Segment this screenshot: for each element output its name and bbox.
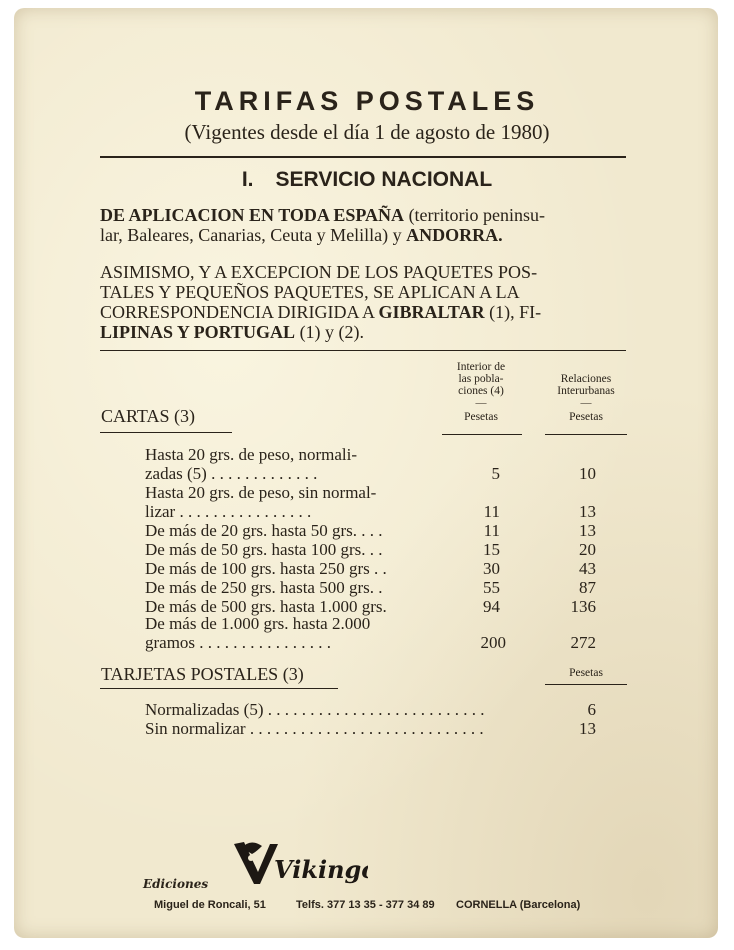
- vikingo-logo: [228, 838, 368, 890]
- cartas-row-3-interurbanas: 13: [579, 521, 596, 540]
- andorra-bold: ANDORRA.: [406, 225, 503, 245]
- interior-line-1: Interior de: [456, 361, 506, 373]
- cartas-row-7-interior: 94: [483, 597, 500, 616]
- dot-leader: .: [374, 578, 383, 597]
- cartas-row-5-interurbanas: 43: [579, 559, 596, 578]
- tarjetas-row-2-value: 13: [579, 719, 596, 738]
- cartas-row-2-line-1: Hasta 20 grs. de peso, sin normal-: [145, 483, 377, 502]
- column-header-interurbanas: [545, 373, 627, 423]
- dot-leader: . . . . . . . . . . . . . . . .: [175, 502, 312, 521]
- interior-rule: [442, 434, 522, 435]
- dot-leader: . . . . . . . . . . . . . . . . . . . . . . . . . .: [263, 700, 485, 719]
- table-top-rule: [100, 350, 626, 351]
- cartas-row-5-label: [145, 559, 387, 579]
- cartas-row-5-text: De más de 100 grs. hasta 250 grs: [145, 559, 370, 578]
- dot-leader: . . . . . . . . . . . . . . . .: [195, 633, 332, 652]
- section-name: SERVICIO NACIONAL: [275, 168, 493, 191]
- dot-leader: . . . . . . . . . . . . . . . . . . . . . . . . . . . .: [245, 719, 484, 738]
- interurbanas-dash: —: [580, 397, 592, 409]
- tarjetas-row-1-value: 6: [587, 700, 596, 719]
- cartas-row-1-label: [145, 464, 317, 484]
- dot-leader: . . . . . . . . . . . . .: [206, 464, 318, 483]
- cartas-row-6-interurbanas: 87: [579, 578, 596, 597]
- tarjetas-heading: TARJETAS POSTALES (3): [101, 664, 304, 684]
- exceptions-line-3b: (1), FI-: [489, 302, 542, 322]
- exceptions-line-1: ASIMISMO, Y A EXCEPCION DE LOS PAQUETES POS-: [100, 262, 538, 282]
- cartas-row-7-label: De más de 500 grs. hasta 1.000 grs.: [145, 597, 387, 616]
- tarjetas-unit-rule: [545, 684, 627, 685]
- tarjetas-row-1-text: Normalizadas (5): [145, 700, 264, 719]
- tarjetas-row-2-label: [145, 719, 484, 739]
- interurbanas-unit: Pesetas: [569, 411, 603, 423]
- tarjetas-row-2-text: Sin normalizar: [145, 719, 246, 738]
- tariff-card: [14, 8, 718, 938]
- cartas-row-4-interurbanas: 20: [579, 540, 596, 559]
- cartas-row-7-interurbanas: 136: [570, 597, 596, 616]
- scope-text: (territorio peninsu-: [408, 205, 546, 225]
- interurbanas-line-2: Interurbanas: [557, 385, 615, 397]
- cartas-row-1-text: zadas (5): [145, 464, 207, 483]
- cartas-row-6-text: De más de 250 grs. hasta 500 grs.: [145, 578, 374, 597]
- tarjetas-rule: [100, 688, 338, 689]
- gibraltar-bold: GIBRALTAR: [378, 302, 485, 322]
- scope-bold: DE APLICACION EN TODA ESPAÑA: [100, 205, 405, 225]
- interior-dash: —: [475, 397, 487, 409]
- scope-text-2: lar, Baleares, Canarias, Ceuta y Melilla) y: [100, 225, 402, 245]
- cartas-row-8-label: [145, 633, 331, 653]
- footer-phones: Telfs. 377 13 35 - 377 34 89: [296, 899, 435, 911]
- cartas-row-8-text: gramos: [145, 633, 196, 652]
- dot-leader: . .: [365, 540, 383, 559]
- cartas-row-3-label: [145, 521, 383, 541]
- cartas-row-3-text: De más de 20 grs. hasta 50 grs: [145, 521, 353, 540]
- page-subtitle: (Vigentes desde el día 1 de agosto de 1980): [184, 120, 550, 144]
- cartas-row-1-interior: 5: [491, 464, 500, 483]
- cartas-row-2-interior: 11: [483, 502, 500, 521]
- cartas-row-4-text: De más de 50 grs. hasta 100 grs.: [145, 540, 366, 559]
- cartas-row-8-interior: 200: [480, 633, 506, 652]
- cartas-row-2-text: lizar: [145, 502, 176, 521]
- cartas-heading: CARTAS (3): [101, 406, 195, 426]
- ediciones-label: Ediciones: [143, 877, 209, 891]
- vikingo-logo-mark: [228, 838, 368, 890]
- cartas-row-8-interurbanas: 272: [570, 633, 596, 652]
- header-rule: [100, 156, 626, 158]
- brand-text: Vikingo: [274, 855, 368, 884]
- exceptions-line-2: TALES Y PEQUEÑOS PAQUETES, SE APLICAN A LA: [100, 282, 520, 302]
- dot-leader: . .: [369, 559, 387, 578]
- tarjetas-row-1-label: [145, 700, 484, 720]
- cartas-row-2-label: [145, 502, 311, 522]
- interurbanas-line-1: Relaciones: [560, 373, 612, 385]
- section-title: [0, 168, 734, 192]
- paragraph-exceptions: [100, 262, 622, 342]
- cartas-row-4-interior: 15: [483, 540, 500, 559]
- interurbanas-rule: [545, 434, 627, 435]
- tarjetas-unit: Pesetas: [569, 667, 603, 679]
- cartas-row-8-line-1: De más de 1.000 grs. hasta 2.000: [145, 614, 371, 633]
- cartas-row-3-interior: 11: [483, 521, 500, 540]
- dot-leader: . . . .: [352, 521, 383, 540]
- section-number: I.: [241, 168, 254, 191]
- filipinas-bold: LIPINAS Y PORTUGAL: [100, 322, 296, 342]
- interior-line-2: las pobla-: [458, 373, 504, 385]
- cartas-row-5-interior: 30: [483, 559, 500, 578]
- interior-line-3: ciones (4): [458, 385, 504, 397]
- cartas-rule: [100, 432, 232, 433]
- cartas-row-2-interurbanas: 13: [579, 502, 596, 521]
- cartas-row-1-interurbanas: 10: [579, 464, 596, 483]
- cartas-row-6-label: [145, 578, 383, 598]
- exceptions-line-3: CORRESPONDENCIA DIRIGIDA A: [100, 302, 375, 322]
- paragraph-scope: [100, 205, 622, 245]
- page-title: TARIFAS POSTALES: [194, 86, 540, 116]
- footer-address: Miguel de Roncali, 51: [154, 899, 266, 911]
- column-header-interior: [440, 361, 522, 423]
- exceptions-line-4: (1) y (2).: [299, 322, 365, 342]
- interior-unit: Pesetas: [464, 411, 498, 423]
- cartas-row-6-interior: 55: [483, 578, 500, 597]
- footer-city: CORNELLA (Barcelona): [456, 899, 581, 911]
- cartas-row-4-label: [145, 540, 383, 560]
- cartas-row-1-line-1: Hasta 20 grs. de peso, normali-: [145, 445, 357, 464]
